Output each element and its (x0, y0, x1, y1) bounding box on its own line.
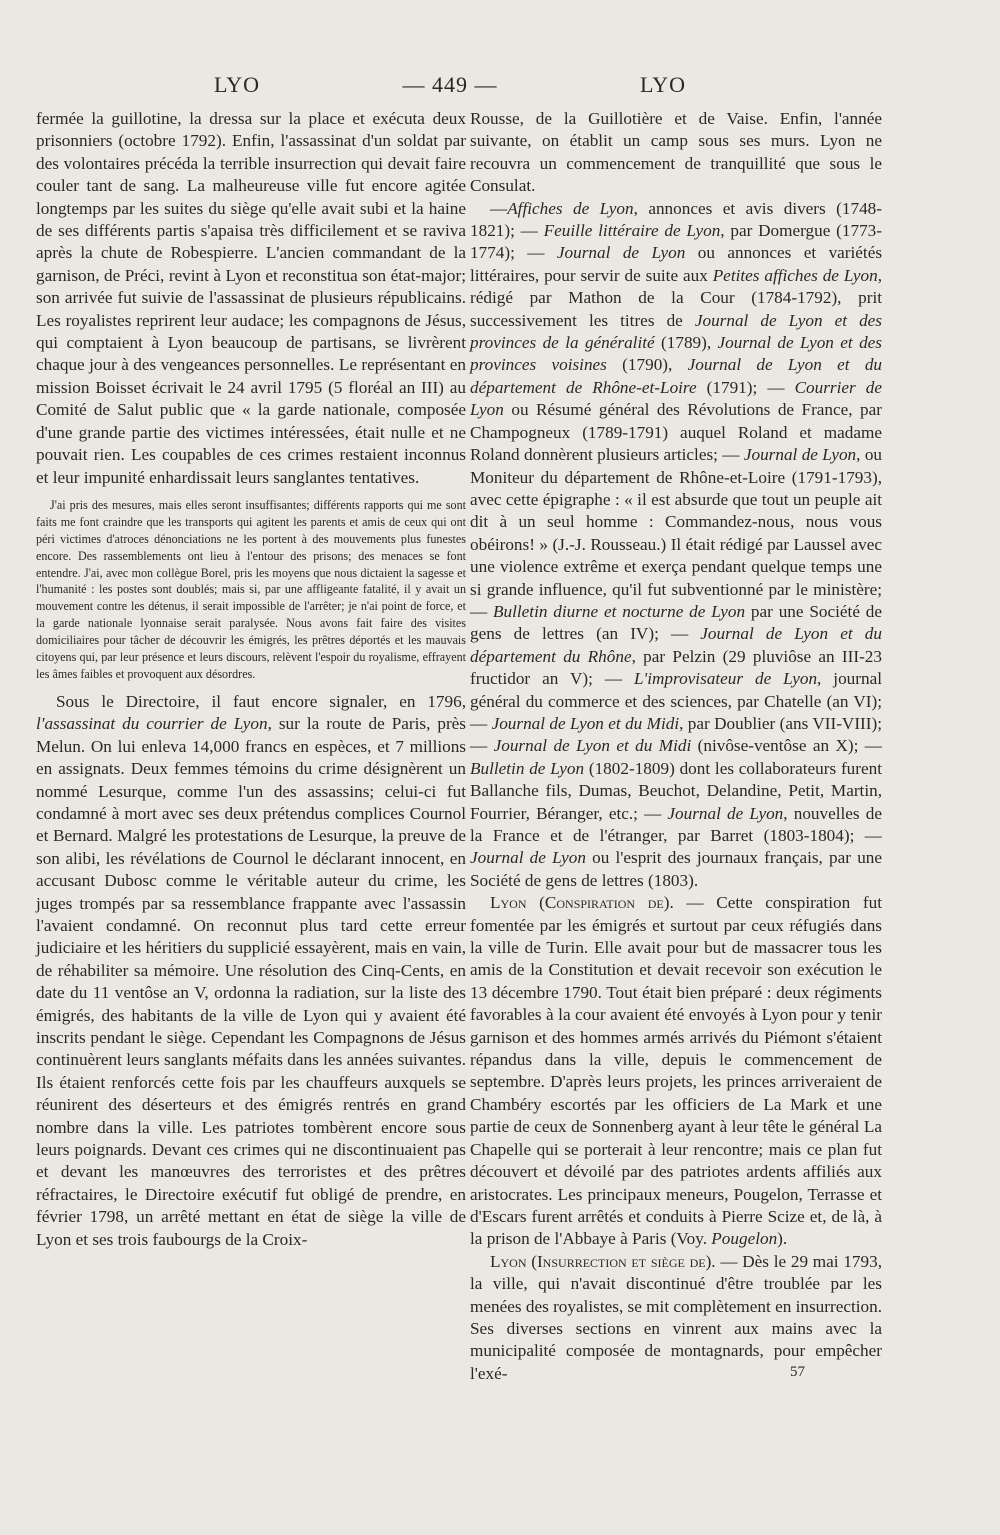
right-paragraph-newspapers (470, 198, 882, 893)
running-head-right: LYO (640, 72, 687, 97)
page-number: — 449 — (402, 72, 498, 97)
left-paragraph-2 (36, 691, 466, 1251)
newspaper-text: , nouvelles de la France et de l'étranger, par Barret (1803-1804); — (470, 803, 882, 845)
right-paragraph-conspiration (470, 892, 882, 1251)
newspaper-title: Petites affiches de Lyon (712, 265, 878, 285)
newspaper-title: Journal de Lyon et du département du Rhône (470, 624, 882, 666)
newspaper-text: , par Doublier (ans VII-VIII); — (470, 713, 883, 756)
right-column (470, 108, 882, 1385)
running-head-left: LYO (214, 72, 261, 97)
left-column (36, 108, 466, 1251)
newspaper-text: par une Société de gens de lettres (an IV); — (470, 601, 883, 644)
newspaper-title: L'improvisateur de Lyon (634, 669, 818, 689)
entry-heading-insurrection: Lyon (Insurrection et siège de). (490, 1251, 716, 1271)
newspaper-title: Courrier de Lyon (470, 377, 882, 420)
signature-mark: 57 (790, 1364, 805, 1380)
newspaper-text: ou l'esprit des journaux français, par une Société de gens de lettres (1803). (470, 848, 883, 890)
newspaper-title: Journal de Lyon et des provinces de la généralité (470, 310, 882, 353)
conspiration-text-b: ). (777, 1229, 788, 1249)
newspaper-text: , rédigé par Mathon de la Cour (1784-1792), prit successivement les titres de (470, 265, 882, 330)
newspaper-title: Journal de Lyon (470, 848, 586, 868)
newspaper-text: (nivôse-ventôse an X); — (691, 736, 882, 756)
newspaper-title: Journal de Lyon (556, 243, 686, 263)
left-paragraph-2-text-a: Sous le Directoire, il faut encore signaler, en 1796, (56, 691, 466, 711)
left-paragraph-1: fermée la guillotine, la dressa sur la place et exécuta deux prisonniers (octobre 1792). Enfin, l'assassinat d'un soldat par des volontaires précéda la terrible insurrection qui devait faire couler tant de sang. La malheureuse ville fut encore agitée longtemps par les suites du siège qu'elle avait subi et la haine de ses différents partis s'apaisa très difficilement et se raviva après la chute de Robespierre. L'ancien commandant de la garnison, de Préci, revint à Lyon et reconstitua son état-major; son arrivée fut suivie de l'assassinat de plusieurs républicains. Les royalistes reprirent leur audace; les compagnons de Jésus, qui comptaient à Lyon beaucoup de partisans, se livrèrent chaque jour à des vengeances personnelles. Le représentant en mission Boisset écrivait le 24 avril 1795 (5 floréal an III) au Comité de Salut public que « la garde nationale, composée d'une grande partie des victimes intéressées, était nulle et ne pouvait rien. Les coupables de ces crimes restaient inconnus et leur impunité enhardissait leurs sanglantes tentatives. (36, 109, 466, 487)
newspaper-title: Bulletin de Lyon (470, 758, 585, 778)
newspaper-title: Affiches de Lyon (507, 198, 634, 218)
newspaper-text: — (490, 198, 508, 218)
newspaper-text: , ou Moniteur du département de Rhône-et-Loire (1791-1793), avec cette épigraphe : « il est absurde que tout un peuple ait dit à un seul homme : Commandez-nous, nous vous obéirons! » (J.-J. Rousseau.) Il était rédigé par Laussel avec une violence extrême et exerça pendant quelque temps une si grande influence, qu'il fut subventionné par le ministère; — (470, 445, 883, 621)
newspaper-title: Journal de Lyon et du département de Rhône-et-Loire (470, 355, 883, 397)
newspaper-text: (1790), (606, 355, 688, 375)
insurrection-text: — Dès le 29 mai 1793, la ville, qui n'avait discontinué d'être troublée par les menées des royalistes, se mit complètement en insurrection. Ses diverses sections en vinrent aux mains avec la municipalité composée de montagnards, pour empêcher l'exé- (470, 1251, 882, 1383)
conspiration-text-a: — Cette conspiration fut fomentée par les émigrés et surtout par ceux réfugiés dans la ville de Turin. Elle avait pour but de massacrer tous les amis de la Constitution et devait recevoir son exécution le 13 décembre 1790. Tout était bien préparé : deux régiments favorables à la cour avaient été envoyés à Lyon pour y tenir garnison et des hommes armés arrivés du Piémont s'étaient répandus dans la ville, depuis le commencement de septembre. D'après leurs projets, les princes arriveraient de Chambéry escortés par les officiers de La Mark et une partie de ceux de Sonnenberg ayant à leur tête le général La Chapelle qui se porterait à leur rencontre; mais ce plan fut découvert et dévoilé par des patriotes ardents affiliés aux aristocrates. Les principaux meneurs, Pougelon, Terrasse et d'Escars furent arrêtés et conduits à Pierre Scize et, de là, à la prison de l'Abbaye à Paris (Voy. (470, 893, 882, 1249)
entry-heading-conspiration: Lyon (Conspiration de). (490, 893, 674, 913)
left-paragraph-2-italic: l'assassinat du courrier de Lyon (36, 714, 268, 734)
newspaper-title: Journal de Lyon et du Midi (491, 713, 680, 733)
newspaper-text: , par Domergue (1773-1774); — (470, 221, 882, 263)
newspaper-text: , par Pelzin (29 pluviôse an III-23 fructidor an V); — (470, 646, 882, 689)
newspaper-title: Feuille littéraire de Lyon (543, 221, 721, 241)
right-paragraph-1: Rousse, de la Guillotière et de Vaise. Enfin, l'année suivante, on établit un camp sous ses murs. Lyon ne recouvra un commencement de tranquillité que sous le Consulat. (470, 109, 882, 196)
newspaper-title: Journal de Lyon (743, 445, 857, 465)
right-paragraph-insurrection (470, 1251, 882, 1385)
newspaper-title: Journal de Lyon (667, 803, 784, 823)
newspaper-title: Bulletin diurne et nocturne de Lyon (493, 601, 746, 621)
left-quotation: J'ai pris des mesures, mais elles seront insuffisantes; différents rapports qui me sont faits me font craindre que les transports qui agitent les parents et amis de ceux qui ont péri victimes d'atroces dénonciations ne les portent à des mouvements plus funestes encore. Des rassemblements ont lieu à l'entour des prisons; des menaces se font entendre. J'ai, avec mon collègue Borel, pris les moyens que nous dictaient la sagesse et l'humanité : les postes sont doublés; mais si, par une affligeante fatalité, il y avait un mouvement contre les détenus, il serait impossible de l'arrêter; je n'ai point de force, et la garde nationale lyonnaise serait paralysée. Nous avons fait faire des visites domiciliaires pour tâcher de découvrir les émigrés, les prêtres déportés et les mauvais citoyens qui, par leur présence et leurs discours, relèvent l'espoir du royalisme, effrayent les âmes faibles et provoquent aux désordres. (36, 497, 466, 681)
newspaper-text: ou Résumé général des Révolutions de France, par Champogneux (1789-1791) auquel Roland et madame Roland donnèrent plusieurs articles; — (470, 400, 882, 465)
newspaper-text: , journal général du commerce et des sciences, par Chatelle (an VI); — (470, 669, 882, 733)
conspiration-crossref: Pougelon (711, 1229, 778, 1249)
left-paragraph-2-text-b: , sur la route de Paris, près Melun. On lui enleva 14,000 francs en espèces, et 7 millions en assignats. Deux femmes témoins du crime désignèrent un nommé Lesurque, comme l'un des assassins; celui-ci fut condamné à mort avec ses deux prétendus complices Cournol et Bernard. Malgré les protestations de Lesurque, la preuve de son alibi, les révélations de Cournol le déclarant innocent, en accusant Dubosc comme le véritable auteur du crime, les juges trompés par sa ressemblance frappante avec l'assassin l'avaient condamné. On reconnut plus tard cette erreur judiciaire et les héritiers du supplicié essayèrent, mais en vain, de réhabiliter sa mémoire. Une résolution des Cinq-Cents, en date du 11 ventôse an V, ordonna la radiation, sur la liste des émigrés, des habitants de la ville de Lyon qui y avaient été inscrits pendant le siège. Cependant les Compagnons de Jésus continuèrent leurs sanglants méfaits dans les années suivantes. Ils étaient renforcés cette fois par les chauffeurs auxquels se réunirent des déserteurs et des émigrés rentrés en grand nombre dans la ville. Les patriotes tombèrent encore sous leurs poignards. Devant ces crimes qui ne discontinuaient pas et devant les manœuvres des terroristes et des prêtres réfractaires, le Directoire exécutif fut obligé de prendre, en février 1798, un arrêté mettant en état de siège la ville de Lyon et ses trois faubourgs de la Croix- (36, 714, 466, 1249)
newspaper-text: ou annonces et variétés littéraires, pour servir de suite aux (470, 243, 883, 285)
newspaper-text: (1802-1809) dont les collaborateurs furent Ballanche fils, Dumas, Beuchot, Delandine, Petit, Martin, Fourrier, Béranger, etc.; — (470, 758, 882, 823)
newspaper-text: , annonces et avis divers (1748-1821); — (470, 198, 883, 241)
newspaper-title: Journal de Lyon et du Midi (493, 736, 692, 756)
newspaper-text: (1791); — (696, 377, 795, 397)
newspaper-text: (1789), (654, 333, 718, 353)
newspaper-title: Journal de Lyon et des provinces voisines (470, 333, 882, 375)
